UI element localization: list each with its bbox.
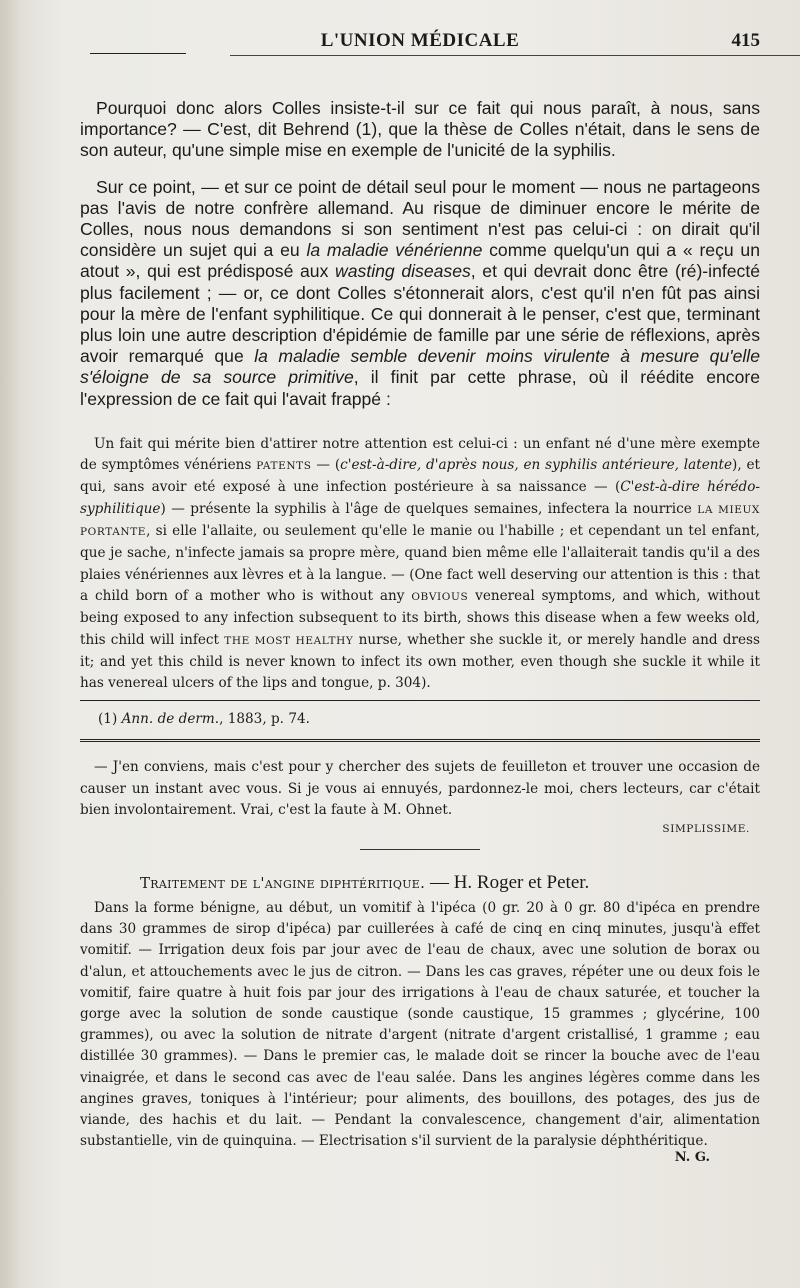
- text-run: Un fait qui mérite bien d'attirer notre attention est celui-ci : un enfant né d'une mère exempte de symptômes vénériens: [80, 435, 760, 474]
- short-rule: [360, 849, 480, 850]
- smallcaps-la-mieux-portante: LA MIEUX PORTANTE: [80, 503, 760, 539]
- italic-maladie-venerienne: la maladie vénérienne: [306, 240, 483, 261]
- text-run: , et qui devrait donc être (ré)-infecté plus facilement ; — or, ce dont Colles s'étonnerait alors, c'est qu'il n'en fût pas ainsi pour la mère de l'enfant syphilitique. Ce qui donnerait à le penser, c'est que, terminant plus loin une autre description d'épidémie de famille par une série de réflexions, après avoir remarqué que: [80, 261, 760, 367]
- paragraph-sur-ce-point: [80, 177, 760, 410]
- text-run: , si elle l'allaite, ou seulement qu'elle le manie ou l'habille ; et cependant un tel enfant, que je sache, n'infecte jamais sa propre mère, quand bien même elle l'allaiterait tandis qu'il a des plaies vénériennes aux lèvres et à la langue. — (One fact well deserving our attention is this : that a child born of a mother who is without any: [80, 523, 760, 604]
- page-header: [80, 28, 760, 58]
- text-run: Sur ce point, — et sur ce point de détail seul pour le moment — nous ne partageons pas l'avis de notre confrère allemand. Au risque de diminuer encore le mérite de Colles, nous nous demandons si son sentiment n'est pas celui-ci : on dirait qu'il considère un sujet qui a eu: [80, 176, 760, 261]
- text-run: ), et qui, sans avoir eté exposé à une infection postérieure à sa naissance — (: [80, 457, 761, 496]
- section-title: [140, 872, 760, 894]
- author-initials: N. G.: [674, 1150, 710, 1166]
- text-run: ) — présente la syphilis à l'âge de quelques semaines, infectera la nourrice: [160, 500, 698, 517]
- signature: SIMPLISSIME.: [662, 823, 750, 836]
- running-title: L'UNION MÉDICALE: [320, 30, 520, 51]
- italic-heredo-syphilitique: C'est-à-dire hérédo-syphilitique: [80, 479, 760, 517]
- paragraph-behrend-text: Pourquoi donc alors Colles insiste-t-il sur ce fait qui nous paraît, à nous, sans importance? — C'est, dit Behrend (1), que la thèse de Colles n'était, dans le sens de son auteur, qu'une simple mise en exemple de l'unicité de la syphilis.: [80, 98, 760, 161]
- paragraph-behrend: [80, 98, 760, 162]
- text-run: comme quelqu'un qui a « reçu un atout », qui est prédisposé aux: [80, 240, 761, 282]
- text-run: nurse, whether she suckle it, or merely handle and dress it; and yet this child is never known to infect its own mother, even though she suckle it while it has venereal ulcers of the lips and tongue, p. 304).: [80, 631, 760, 692]
- footnote-rule: [80, 700, 760, 701]
- section-separator: [80, 739, 760, 745]
- traitement-paragraph: Dans la forme bénigne, au début, un vomitif à l'ipéca (0 gr. 20 à 0 gr. 80 d'ipéca en prendre dans 30 grammes de sirop d'ipéca) par cuillerées à café de cinq en cinq minutes, jusqu'à effet vomitif. — Irrigation deux fois par jour avec de l'eau de chaux, avec une solution de borax ou d'alun, et attouchements avec le jus de citron. — Dans les cas graves, répéter une ou deux fois le vomitif, faire quatre à huit fois par jour des irrigations à l'eau de chaux saturée, et toucher la gorge avec la solution de sonde caustique (sonde caustique, 15 grammes ; glycérine, 100 grammes), ou avec la solution de nitrate d'argent (nitrate d'argent cristallisé, 1 gramme ; eau distillée 30 grammes). — Dans le premier cas, le malade doit se rincer la bouche avec de l'eau vinaigrée, et dans le second cas avec de l'eau salée. Dans les angines légères comme dans les angines graves, toniques à l'intérieur; pour aliments, des bouillons, des potages, des jus de viande, des hachis et du lait. — Pendant la convalescence, changement d'air, alimentation substantielle, vin de quinquina. — Electrisation s'il survient de la paralysie déphthéritique.: [80, 900, 760, 1150]
- italic-syphilis-anterieure: c'est-à-dire, d'après nous, en syphilis antérieure, latente: [340, 457, 733, 474]
- header-rule-main: [230, 55, 800, 56]
- header-rule-left: [90, 53, 186, 54]
- colles-quotation: [80, 434, 760, 695]
- footnote-rest: , 1883, p. 74.: [219, 711, 310, 728]
- smallcaps-the-most-healthy: THE MOST HEALTHY: [224, 634, 354, 647]
- section-title-text: Traitement de l'angine diphtéritique.: [140, 874, 426, 893]
- feuilleton-paragraph: — J'en conviens, mais c'est pour y chercher des sujets de feuilleton et trouver une occasion de causer un instant avec vous. Si je vous ai ennuyés, pardonnez-le moi, chers lecteurs, car c'était bien involontairement. Vrai, c'est la faute à M. Ohnet.: [80, 759, 760, 818]
- binding-shadow: [0, 0, 22, 1288]
- footnote-marker: (1): [98, 711, 118, 728]
- section-authors: — H. Roger et Peter.: [429, 872, 590, 894]
- text-run: venereal symptoms, and which, without being exposed to any infection subsequent to its birth, shows this disease when a few weeks old, this child will infect: [80, 587, 760, 648]
- smallcaps-obvious: OBVIOUS: [411, 590, 469, 603]
- footnote: [98, 709, 760, 730]
- footnote-source: Ann. de derm.: [121, 711, 220, 728]
- italic-maladie-virulente: la maladie semble devenir moins virulente à mesure qu'elle s'éloigne de sa source primitive: [80, 346, 761, 388]
- text-run: — (: [311, 457, 341, 474]
- page-number: 415: [731, 30, 760, 51]
- italic-wasting-diseases: wasting diseases: [335, 261, 471, 282]
- smallcaps-patents: PATENTS: [256, 460, 312, 473]
- text-run: , il finit par cette phrase, où il réédite encore l'expression de ce fait qui l'avait frappé :: [80, 367, 760, 409]
